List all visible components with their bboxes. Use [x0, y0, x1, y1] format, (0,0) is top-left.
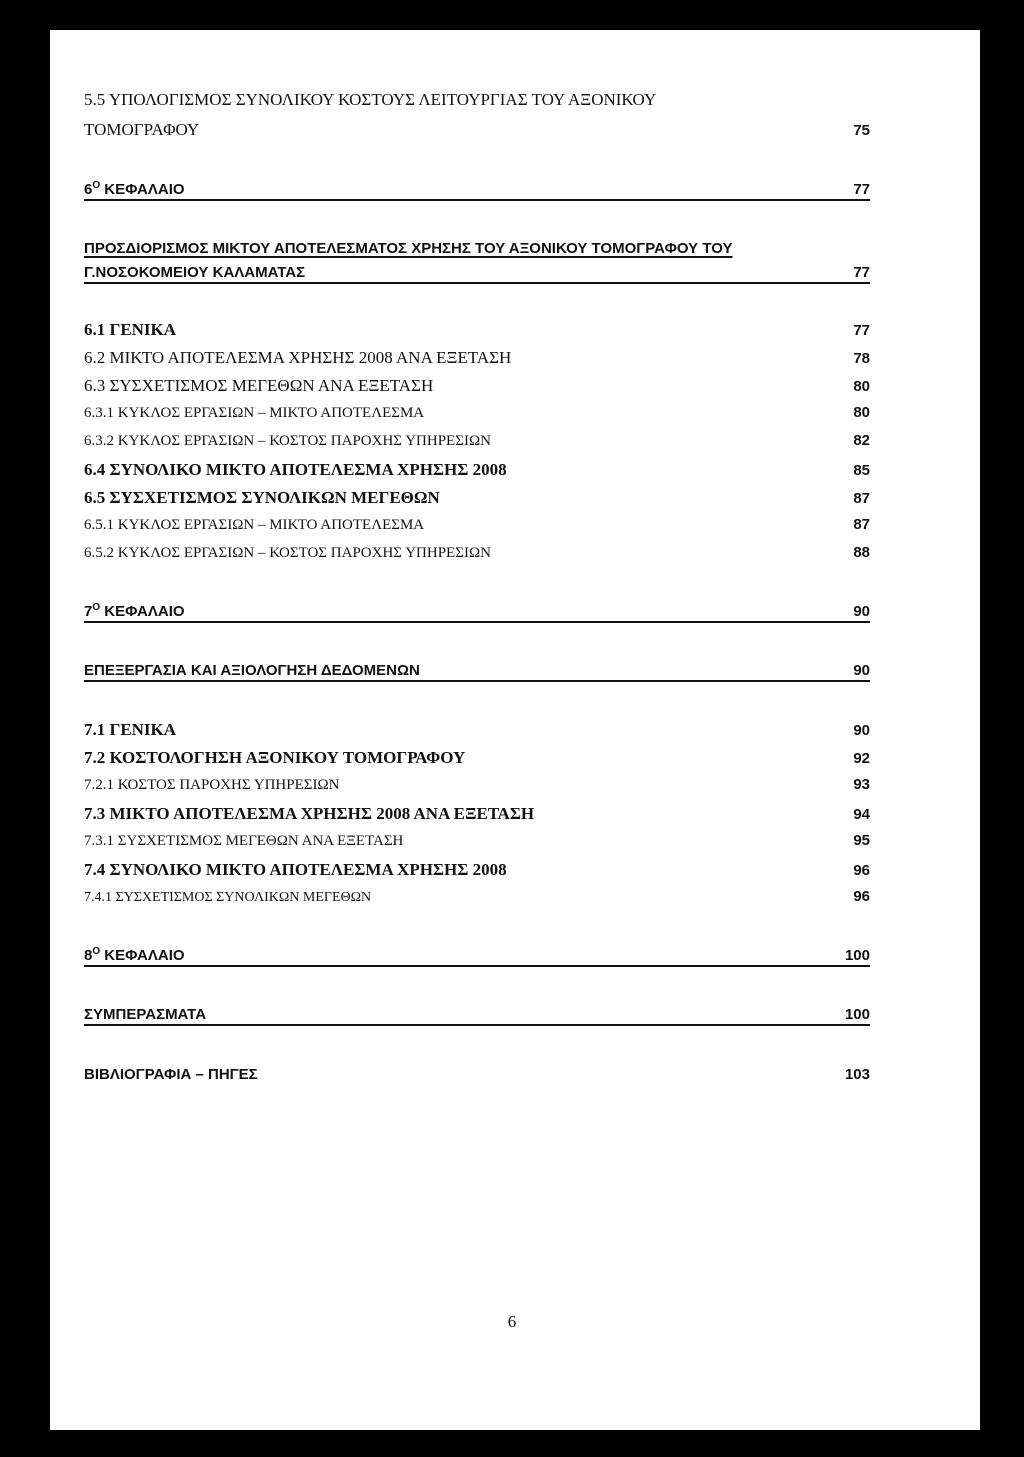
- toc-entry-title: ΠΡΟΣΔΙΟΡΙΣΜΟΣ ΜΙΚΤΟΥ ΑΠΟΤΕΛΕΣΜΑΤΟΣ ΧΡΗΣΗΣ ΤΟΥ ΑΞΟΝΙΚΟΥ ΤΟΜΟΓΡΑΦΟΥ ΤΟΥ: [84, 240, 733, 257]
- toc-entry-page: 82: [853, 432, 870, 449]
- toc-entry-page: 100: [844, 1006, 870, 1023]
- toc-entry-title: 7.2 ΚΟΣΤΟΛΟΓΗΣΗ ΑΞΟΝΙΚΟΥ ΤΟΜΟΓΡΑΦΟΥ: [84, 748, 466, 767]
- chapter-word: ΚΕΦΑΛΑΙΟ: [104, 603, 185, 620]
- toc-entry-page: 95: [853, 832, 870, 849]
- toc-entry-page: 92: [853, 750, 870, 767]
- toc-entry-7-4: [84, 860, 870, 880]
- toc-entry-title: 7.2.1 ΚΟΣΤΟΣ ΠΑΡΟΧΗΣ ΥΠΗΡΕΣΙΩΝ: [84, 777, 340, 793]
- toc-entry-title: 6.2 ΜΙΚΤΟ ΑΠΟΤΕΛΕΣΜΑ ΧΡΗΣΗΣ 2008 ΑΝΑ ΕΞΕΤΑΣΗ: [84, 348, 512, 367]
- toc-entry-6-2: [84, 348, 870, 368]
- page-number: 6: [507, 1312, 517, 1331]
- toc-entry-7-3: [84, 804, 870, 824]
- toc-entry-7-2-1: [84, 776, 870, 794]
- toc-entry-title: 6.5 ΣΥΣΧΕΤΙΣΜΟΣ ΣΥΝΟΛΙΚΩΝ ΜΕΓΕΘΩΝ: [84, 488, 440, 507]
- toc-chapter-6-heading: [84, 180, 870, 201]
- toc-entry-title: 7.3 ΜΙΚΤΟ ΑΠΟΤΕΛΕΣΜΑ ΧΡΗΣΗΣ 2008 ΑΝΑ ΕΞΕΤΑΣΗ: [84, 804, 535, 823]
- chapter-word: ΚΕΦΑΛΑΙΟ: [104, 181, 185, 198]
- toc-entry-page: 103: [844, 1066, 870, 1083]
- toc-entry-page: 96: [853, 888, 870, 905]
- toc-entry-6-5-1: [84, 516, 870, 534]
- toc-entry-page: 78: [853, 350, 870, 367]
- toc-chapter-label: [84, 602, 185, 620]
- toc-entry-page: 94: [853, 806, 870, 823]
- toc-chapter-label: [84, 180, 185, 198]
- toc-entry-page: 87: [853, 516, 870, 533]
- toc-entry-page: 90: [853, 722, 870, 739]
- toc-bibliography: [84, 1066, 870, 1083]
- chapter-number: 7: [84, 603, 93, 620]
- chapter-number: 6: [84, 181, 93, 198]
- toc-entry-6-5: [84, 488, 870, 508]
- toc-chapter-6-title-line2: [84, 264, 870, 284]
- toc-entry-title: 7.4.1 ΣΥΣΧΕΤΙΣΜΟΣ ΣΥΝΟΛΙΚΩΝ ΜΕΓΕΘΩΝ: [84, 890, 372, 905]
- toc-entry-page: 77: [853, 264, 870, 281]
- toc-entry-title: 6.3.2 ΚΥΚΛΟΣ ΕΡΓΑΣΙΩΝ – ΚΟΣΤΟΣ ΠΑΡΟΧΗΣ ΥΠΗΡΕΣΙΩΝ: [84, 433, 491, 449]
- toc-entry-title: 6.4 ΣΥΝΟΛΙΚΟ ΜΙΚΤΟ ΑΠΟΤΕΛΕΣΜΑ ΧΡΗΣΗΣ 2008: [84, 460, 507, 479]
- toc-entry-title: 6.3.1 ΚΥΚΛΟΣ ΕΡΓΑΣΙΩΝ – ΜΙΚΤΟ ΑΠΟΤΕΛΕΣΜΑ: [84, 405, 425, 421]
- toc-entry-title: ΣΥΜΠΕΡΑΣΜΑΤΑ: [84, 1006, 207, 1023]
- toc-entry-title: Γ.ΝΟΣΟΚΟΜΕΙΟΥ ΚΑΛΑΜΑΤΑΣ: [84, 264, 306, 281]
- toc-entry-7-3-1: [84, 832, 870, 850]
- toc-entry-title: ΤΟΜΟΓΡΑΦΟΥ: [84, 120, 200, 139]
- toc-entry-7-4-1: [84, 888, 870, 906]
- toc-entry-page: 85: [853, 462, 870, 479]
- toc-entry-page: 77: [853, 181, 870, 198]
- toc-entry-title: 6.3 ΣΥΣΧΕΤΙΣΜΟΣ ΜΕΓΕΘΩΝ ΑΝΑ ΕΞΕΤΑΣΗ: [84, 376, 434, 395]
- toc-entry-6-3: [84, 376, 870, 396]
- toc-entry-page: 93: [853, 776, 870, 793]
- toc-entry-page: 80: [853, 378, 870, 395]
- toc-entry-page: 88: [853, 544, 870, 561]
- toc-chapter-6-title-line1: [84, 240, 870, 257]
- toc-chapter-8-heading: [84, 946, 870, 967]
- chapter-ordinal: Ο: [92, 180, 101, 191]
- toc-entry-title: 5.5 ΥΠΟΛΟΓΙΣΜΟΣ ΣΥΝΟΛΙΚΟΥ ΚΟΣΤΟΥΣ ΛΕΙΤΟΥΡΓΙΑΣ ΤΟΥ ΑΞΟΝΙΚΟΥ: [84, 90, 657, 109]
- toc-entry-page: 87: [853, 490, 870, 507]
- toc-entry-page: 75: [853, 122, 870, 139]
- toc-entry-title: 6.5.2 ΚΥΚΛΟΣ ΕΡΓΑΣΙΩΝ – ΚΟΣΤΟΣ ΠΑΡΟΧΗΣ ΥΠΗΡΕΣΙΩΝ: [84, 545, 491, 561]
- toc-entry-title: ΒΙΒΛΙΟΓΡΑΦΙΑ – ΠΗΓΕΣ: [84, 1066, 258, 1083]
- toc-entry-title: 7.4 ΣΥΝΟΛΙΚΟ ΜΙΚΤΟ ΑΠΟΤΕΛΕΣΜΑ ΧΡΗΣΗΣ 2008: [84, 860, 507, 879]
- toc-entry-page: 96: [853, 862, 870, 879]
- toc-entry-title: 6.5.1 ΚΥΚΛΟΣ ΕΡΓΑΣΙΩΝ – ΜΙΚΤΟ ΑΠΟΤΕΛΕΣΜΑ: [84, 517, 425, 533]
- chapter-word: ΚΕΦΑΛΑΙΟ: [104, 947, 185, 964]
- chapter-number: 8: [84, 947, 93, 964]
- toc-entry-page: 80: [853, 404, 870, 421]
- toc-entry-5-5-line2: [84, 120, 870, 140]
- toc-entry-page: 77: [853, 322, 870, 339]
- toc-conclusions: [84, 1006, 870, 1026]
- toc-entry-title: 7.1 ΓΕΝΙΚΑ: [84, 720, 177, 739]
- toc-chapter-label: [84, 946, 185, 964]
- toc-entry-5-5-line1: [84, 90, 870, 110]
- toc-chapter-7-heading: [84, 602, 870, 623]
- toc-entry-page: 90: [853, 662, 870, 679]
- toc-entry-page: 100: [844, 947, 870, 964]
- chapter-ordinal: Ο: [92, 946, 101, 957]
- toc-entry-6-4: [84, 460, 870, 480]
- toc-entry-6-5-2: [84, 544, 870, 562]
- toc-entry-6-1: [84, 320, 870, 340]
- toc-entry-6-3-2: [84, 432, 870, 450]
- toc-entry-7-1: [84, 720, 870, 740]
- chapter-ordinal: Ο: [92, 602, 101, 613]
- toc-entry-7-2: [84, 748, 870, 768]
- toc-chapter-7-title: [84, 662, 870, 682]
- toc-entry-title: 7.3.1 ΣΥΣΧΕΤΙΣΜΟΣ ΜΕΓΕΘΩΝ ΑΝΑ ΕΞΕΤΑΣΗ: [84, 833, 404, 849]
- toc-entry-title: ΕΠΕΞΕΡΓΑΣΙΑ ΚΑΙ ΑΞΙΟΛΟΓΗΣΗ ΔΕΔΟΜΕΝΩΝ: [84, 662, 420, 679]
- toc-entry-page: 90: [853, 603, 870, 620]
- toc-entry-title: 6.1 ΓΕΝΙΚΑ: [84, 320, 177, 339]
- toc-entry-6-3-1: [84, 404, 870, 422]
